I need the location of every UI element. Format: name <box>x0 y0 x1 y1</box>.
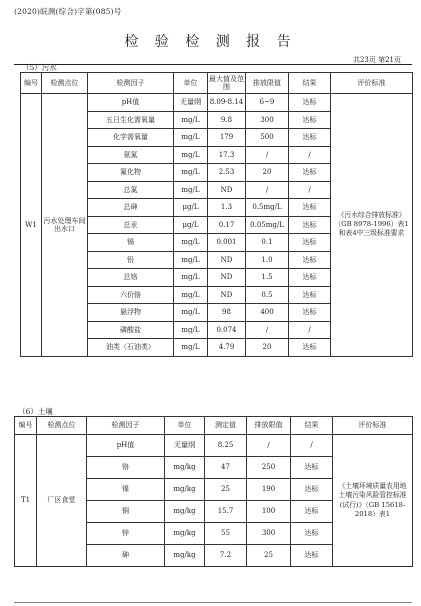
value-cell: 1.3 <box>208 199 246 217</box>
value-cell: ND <box>208 181 246 199</box>
limit-cell: 1.0 <box>246 251 289 269</box>
unit-cell: mg/L <box>174 269 208 287</box>
unit-cell: mg/L <box>174 129 208 147</box>
header-cell: 检测点位 <box>37 417 87 435</box>
unit-cell: mg/L <box>174 164 208 182</box>
result-cell: 达标 <box>289 251 331 269</box>
header-cell: 排放限值 <box>247 417 291 435</box>
value-cell: ND <box>208 251 246 269</box>
factor-cell: pH值 <box>87 435 165 457</box>
standard-cell: 《污水综合排放标准》（GB 8978-1996）表1和表4中三级标准要求 <box>331 94 413 357</box>
unit-cell: mg/L <box>174 304 208 322</box>
limit-cell: / <box>246 321 289 339</box>
limit-cell: 0.5 <box>246 286 289 304</box>
header-cell: 评价标准 <box>331 73 413 94</box>
limit-cell: 500 <box>246 129 289 147</box>
factor-cell: pH值 <box>88 94 174 112</box>
result-cell: 达标 <box>291 457 333 479</box>
unit-cell: mg/L <box>174 234 208 252</box>
result-cell: / <box>289 321 331 339</box>
result-cell: 达标 <box>289 269 331 287</box>
limit-cell: 100 <box>247 501 291 523</box>
factor-cell: 总氮 <box>88 181 174 199</box>
unit-cell: mg/L <box>174 251 208 269</box>
limit-cell: 400 <box>246 304 289 322</box>
header-cell: 单位 <box>174 73 208 94</box>
result-cell: 达标 <box>289 286 331 304</box>
unit-cell: mg/kg <box>165 457 205 479</box>
factor-cell: 悬浮物 <box>88 304 174 322</box>
limit-cell: 20 <box>246 164 289 182</box>
factor-cell: 铬 <box>87 457 165 479</box>
location-cell: 厂区食堂 <box>37 435 87 567</box>
value-cell: ND <box>208 286 246 304</box>
unit-cell: μg/L <box>174 199 208 217</box>
value-cell: 0.001 <box>208 234 246 252</box>
footer-rule <box>14 602 412 603</box>
page-info: 共23页 第21页 <box>352 56 401 64</box>
table-header-row <box>15 417 413 435</box>
factor-cell: 总铬 <box>88 269 174 287</box>
wastewater-table <box>20 72 413 357</box>
value-cell: ND <box>208 269 246 287</box>
unit-cell: mg/L <box>174 321 208 339</box>
limit-cell: 0.1 <box>246 234 289 252</box>
limit-cell: / <box>247 435 291 457</box>
document-number: (2020)皖测(综合)字第(085)号 <box>14 7 122 16</box>
limit-cell: 6~9 <box>246 94 289 112</box>
limit-cell: 25 <box>247 545 291 567</box>
value-cell: 8.25 <box>205 435 247 457</box>
header-cell: 检测因子 <box>88 73 174 94</box>
table-header-row <box>21 73 413 94</box>
result-cell: 达标 <box>289 304 331 322</box>
result-cell: 达标 <box>289 111 331 129</box>
factor-cell: 化学需氧量 <box>88 129 174 147</box>
result-cell: 达标 <box>289 339 331 357</box>
standard-cell: 《土壤环境质量农用地土壤污染风险管控标准(试行)》（GB 15618-2018）表1 <box>333 435 413 567</box>
unit-cell: mg/kg <box>165 523 205 545</box>
header-cell: 单位 <box>165 417 205 435</box>
limit-cell: / <box>246 181 289 199</box>
unit-cell: 无量纲 <box>174 94 208 112</box>
header-cell: 结果 <box>291 417 333 435</box>
unit-cell: 无量纲 <box>165 435 205 457</box>
soil-table <box>14 416 413 567</box>
value-cell: 2.53 <box>208 164 246 182</box>
report-title: 检 验 检 测 报 告 <box>124 34 297 50</box>
factor-cell: 总砷 <box>88 199 174 217</box>
value-cell: 179 <box>208 129 246 147</box>
factor-cell: 油类（石油类） <box>88 339 174 357</box>
header-cell: 测定值 <box>205 417 247 435</box>
section-heading-wastewater: （5）污水 <box>22 63 57 72</box>
unit-cell: mg/kg <box>165 545 205 567</box>
result-cell: 达标 <box>291 479 333 501</box>
factor-cell: 锌 <box>87 523 165 545</box>
sample-id-cell: T1 <box>15 435 37 567</box>
table-row <box>15 435 413 457</box>
value-cell: 0.17 <box>208 216 246 234</box>
limit-cell: 20 <box>246 339 289 357</box>
factor-cell: 总汞 <box>88 216 174 234</box>
unit-cell: mg/kg <box>165 479 205 501</box>
value-cell: 15.7 <box>205 501 247 523</box>
limit-cell: 1.5 <box>246 269 289 287</box>
section-heading-soil: （6）土壤 <box>18 407 53 416</box>
value-cell: 9.8 <box>208 111 246 129</box>
header-cell: 编号 <box>15 417 37 435</box>
table-row <box>21 94 413 112</box>
limit-cell: 190 <box>247 479 291 501</box>
unit-cell: mg/L <box>174 339 208 357</box>
result-cell: 达标 <box>291 501 333 523</box>
limit-cell: 300 <box>246 111 289 129</box>
factor-cell: 镍 <box>87 479 165 501</box>
limit-cell: 0.05mg/L <box>246 216 289 234</box>
result-cell: / <box>289 146 331 164</box>
header-rule <box>14 64 412 65</box>
header-cell: 编号 <box>21 73 42 94</box>
value-cell: 25 <box>205 479 247 501</box>
result-cell: 达标 <box>289 94 331 112</box>
result-cell: 达标 <box>289 234 331 252</box>
result-cell: 达标 <box>289 199 331 217</box>
factor-cell: 氟化物 <box>88 164 174 182</box>
factor-cell: 砷 <box>87 545 165 567</box>
limit-cell: / <box>246 146 289 164</box>
header-cell: 检测点位 <box>42 73 88 94</box>
result-cell: 达标 <box>289 216 331 234</box>
factor-cell: 铜 <box>87 501 165 523</box>
value-cell: 17.3 <box>208 146 246 164</box>
unit-cell: mg/kg <box>165 501 205 523</box>
factor-cell: 铅 <box>88 251 174 269</box>
result-cell: / <box>289 181 331 199</box>
result-cell: / <box>291 435 333 457</box>
unit-cell: μg/L <box>174 216 208 234</box>
factor-cell: 氨氮 <box>88 146 174 164</box>
limit-cell: 250 <box>247 457 291 479</box>
result-cell: 达标 <box>289 164 331 182</box>
value-cell: 8.09-8.14 <box>208 94 246 112</box>
value-cell: 47 <box>205 457 247 479</box>
unit-cell: mg/L <box>174 181 208 199</box>
result-cell: 达标 <box>291 523 333 545</box>
unit-cell: mg/L <box>174 286 208 304</box>
limit-cell: 300 <box>247 523 291 545</box>
sample-id-cell: W1 <box>21 94 42 357</box>
location-cell: 污水处理车间出水口 <box>42 94 88 357</box>
unit-cell: mg/L <box>174 111 208 129</box>
value-cell: 7.2 <box>205 545 247 567</box>
value-cell: 4.79 <box>208 339 246 357</box>
header-cell: 最大值及范围 <box>208 73 246 94</box>
factor-cell: 五日生化需氧量 <box>88 111 174 129</box>
header-cell: 排放限值 <box>246 73 289 94</box>
factor-cell: 磷酸盐 <box>88 321 174 339</box>
result-cell: 达标 <box>289 129 331 147</box>
factor-cell: 六价铬 <box>88 286 174 304</box>
value-cell: 0.074 <box>208 321 246 339</box>
factor-cell: 镉 <box>88 234 174 252</box>
header-cell: 检测因子 <box>87 417 165 435</box>
header-cell: 评价标准 <box>333 417 413 435</box>
header-cell: 结果 <box>289 73 331 94</box>
value-cell: 55 <box>205 523 247 545</box>
limit-cell: 0.5mg/L <box>246 199 289 217</box>
unit-cell: mg/L <box>174 146 208 164</box>
result-cell: 达标 <box>291 545 333 567</box>
value-cell: 98 <box>208 304 246 322</box>
